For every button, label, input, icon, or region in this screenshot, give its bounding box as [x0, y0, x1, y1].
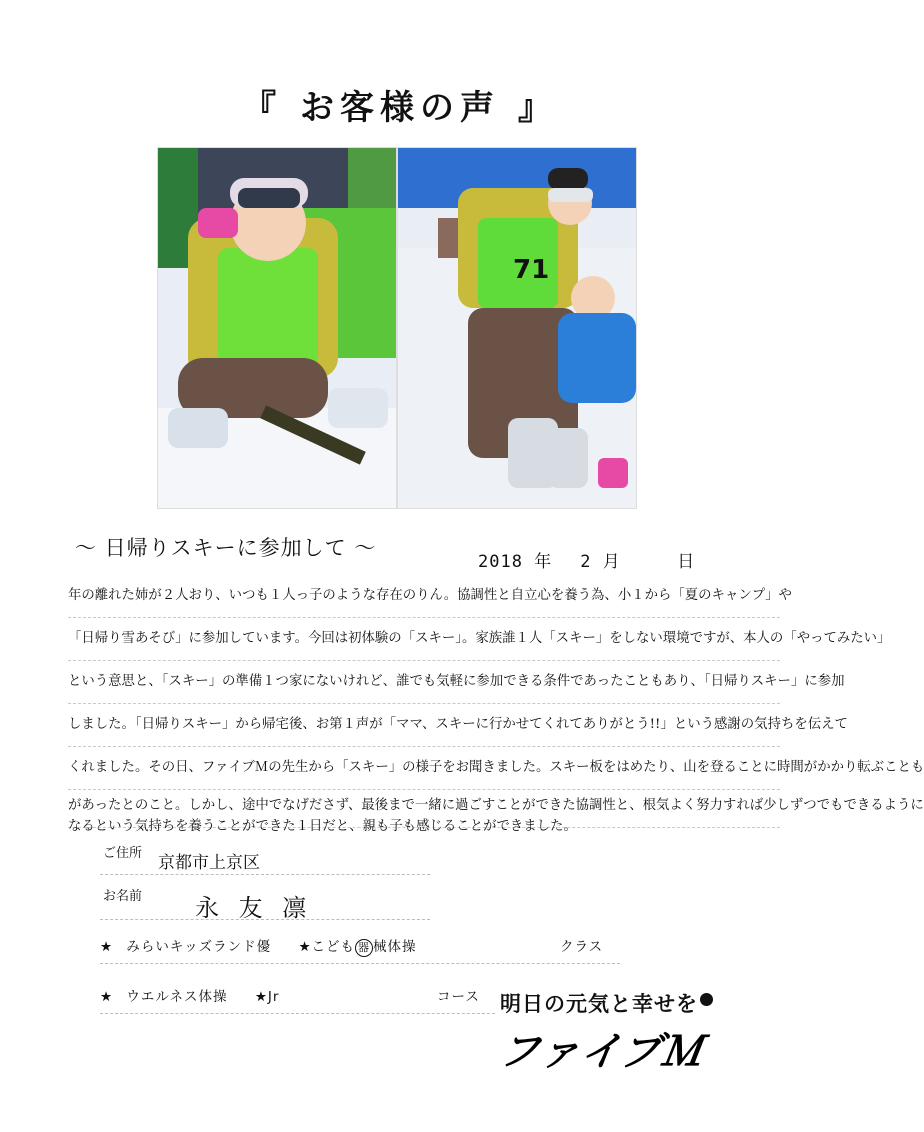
option-row-1 [100, 935, 417, 957]
letter-line-6: があったとのこと。しかし、途中でなげださず、最後まで一緒に過ごすことができた協調性と、根気よく努力すれば少しずつでもできるように [68, 785, 780, 828]
star-icon: ★ [298, 939, 312, 955]
date [478, 547, 695, 572]
name-value: 永 友 凛 [195, 894, 313, 922]
option-row-2 [100, 985, 279, 1005]
option-kodomo-prefix: こども [311, 939, 356, 955]
brand-logo: ファイブＭ [496, 1029, 706, 1075]
letter-line-3: という意思と、「スキー」の準備１つ家にないけれど、誰でも気軽に参加できる条件であったこともあり、「日帰りスキー」に参加 [68, 661, 780, 704]
letter-line-2: 「日帰り雪あそび」に参加しています。今回は初体験の「スキー」。家族誰１人「スキー」をしない環境ですが、本人の「やってみたい」 [68, 618, 780, 661]
option-row-2-underline [100, 1012, 495, 1014]
star-icon: ★ [100, 989, 114, 1005]
address-value: 京都市上京区 [158, 853, 260, 873]
letter-line-4: しました。「日帰りスキー」から帰宅後、お第１声が「ママ、スキーに行かせてくれてありがとう!!」という感謝の気持ちを伝えて [68, 704, 780, 747]
circled-character: 器 [355, 939, 373, 957]
page-title: 『 お客様の声 』 [242, 88, 558, 128]
bib-number: 71 [513, 255, 550, 285]
option-row-1-underline [100, 962, 620, 964]
letter-line-1: 年の離れた姉が２人おり、いつも１人っ子のような存在のりん。協調性と自立心を養う為、小１から「夏のキャンプ」や [68, 575, 780, 618]
name-underline [100, 918, 430, 920]
option-jr: Jr [267, 989, 280, 1005]
name-label: お名前 [103, 889, 143, 904]
date-month: 2 [580, 552, 592, 572]
slogan: 明日の元気と幸せを [500, 992, 698, 1016]
date-month-unit: 月 [602, 552, 621, 572]
date-year-unit: 年 [534, 552, 553, 572]
photo-girl-standing-image [398, 148, 636, 508]
star-icon: ★ [254, 989, 268, 1005]
option-mirai-kids: みらいキッズランド優 [126, 939, 272, 955]
date-year: 2018 [478, 552, 523, 572]
star-icon: ★ [100, 939, 114, 955]
brand-dot-icon [700, 993, 713, 1006]
class-label: クラス [560, 939, 604, 955]
option-kodomo-suffix: 械体操 [373, 939, 417, 955]
letter-line-7: なるという気持ちを養うことができた１日だと、親も子も感じることができました。 [68, 819, 577, 834]
photo-girl-sitting-image [158, 148, 396, 508]
section-heading: ～ 日帰りスキーに参加して ～ [75, 536, 377, 560]
letter-line-5: くれました。その日、ファイブＭの先生から「スキー」の様子をお聞きました。スキー板をはめたり、山を登ることに時間がかかり転ぶことも [68, 747, 780, 790]
course-label: コース [437, 989, 480, 1005]
photo-girl-standing [397, 147, 637, 509]
address-underline [100, 873, 430, 875]
address-label: ご住所 [103, 846, 143, 861]
date-day-unit: 日 [677, 552, 696, 572]
option-wellness: ウエルネス体操 [126, 989, 228, 1005]
photo-girl-sitting [157, 147, 397, 509]
